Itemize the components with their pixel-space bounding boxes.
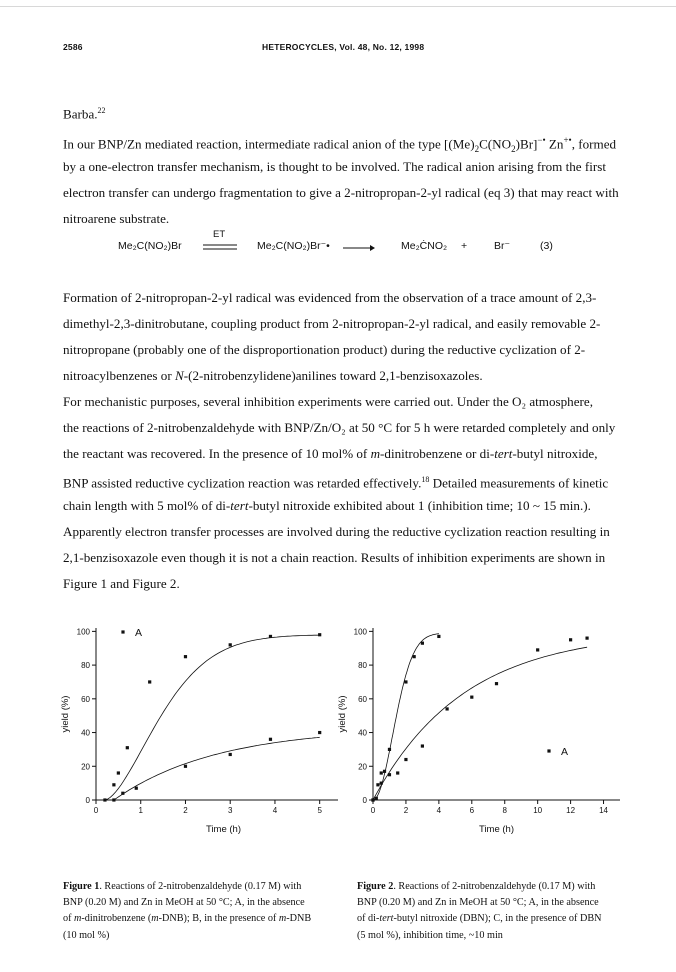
y-tick-label: 20 bbox=[358, 762, 367, 772]
legend-marker-A bbox=[121, 630, 124, 633]
series-B-fit-line bbox=[114, 737, 320, 800]
evidence-line-1: Formation of 2-nitropropan-2-yl radical was evidenced from the observation of a trace amount of 2,3- bbox=[63, 290, 597, 305]
eq-nitropropyl-radical: Me₂ĊNO₂ bbox=[401, 240, 448, 252]
data-point-B bbox=[318, 731, 321, 734]
y-tick-label: 20 bbox=[81, 762, 90, 772]
legend-label-A: A bbox=[135, 627, 143, 639]
y-tick-label: 60 bbox=[358, 694, 367, 704]
data-point-A bbox=[383, 770, 386, 773]
data-point-A bbox=[269, 635, 272, 638]
eq-arrow bbox=[343, 244, 375, 252]
mechanism-line-4: nitroarene substrate. bbox=[63, 211, 170, 226]
eq-bromide: Br⁻ bbox=[494, 240, 511, 252]
legend-label-A: A bbox=[561, 746, 569, 758]
data-point-C bbox=[446, 707, 449, 710]
evidence-line-4: nitroacylbenzenes or N-(2-nitrobenzylidene)anilines toward 2,1-benzisoxazoles. bbox=[63, 368, 483, 383]
data-point-C bbox=[495, 682, 498, 685]
x-tick-label: 1 bbox=[138, 806, 143, 815]
y-tick-label: 0 bbox=[85, 796, 90, 805]
inhibition-line-4: BNP assisted reductive cyclization reaction was retarded effectively.$^{18}$ Detailed measurements of kinetic bbox=[63, 475, 609, 491]
figure-2-label: Figure 2 bbox=[357, 881, 394, 892]
figure-1-label: Figure 1 bbox=[63, 881, 100, 892]
data-point-C bbox=[470, 696, 473, 699]
data-point-B bbox=[135, 787, 138, 790]
barba-text: Barba. bbox=[63, 106, 98, 122]
y-tick-label: 80 bbox=[81, 661, 90, 671]
data-point-C bbox=[585, 637, 588, 640]
y-tick-label: 0 bbox=[362, 796, 367, 805]
inhibition-line-3: the reactant was recovered. In the presence of 10 mol% of m-dinitrobenzene or di-tert-butyl nitroxide, bbox=[63, 446, 598, 461]
page-top-rule bbox=[0, 6, 676, 7]
evidence-line-3: nitropropane (probably one of the disproportionation product) during the reductive cyclization of 2- bbox=[63, 342, 586, 357]
data-point-A bbox=[117, 771, 120, 774]
x-tick-label: 10 bbox=[533, 806, 543, 815]
series-A-fit-line bbox=[373, 634, 439, 800]
inhibition-line-8: Figure 1 and Figure 2. bbox=[63, 576, 180, 591]
inhibition-line-1: For mechanistic purposes, several inhibition experiments were carried out. Under the O₂ atmosphere, bbox=[63, 394, 593, 409]
y-tick-label: 60 bbox=[81, 694, 90, 704]
data-point-A bbox=[413, 655, 416, 658]
mechanism-line-1: In our BNP/Zn mediated reaction, intermediate radical anion of the type $[(Me)_2C(NO_2)Br]^{-•}$ Zn+•, formed bbox=[63, 135, 617, 154]
data-point-C bbox=[388, 773, 391, 776]
y-axis-label: yield (%) bbox=[60, 695, 71, 733]
equation-3 bbox=[0, 231, 676, 261]
y-axis-label: yield (%) bbox=[337, 695, 348, 733]
data-point-B bbox=[112, 798, 115, 801]
data-point-C bbox=[404, 758, 407, 761]
figure-1-chart bbox=[48, 610, 338, 870]
data-point-A bbox=[437, 635, 440, 638]
x-tick-label: 0 bbox=[93, 806, 99, 815]
page-number: 2586 bbox=[63, 42, 83, 52]
running-header: HETEROCYCLES, Vol. 48, No. 12, 1998 bbox=[262, 42, 425, 52]
y-tick-label: 80 bbox=[358, 661, 367, 671]
data-point-A bbox=[404, 680, 407, 683]
data-point-B bbox=[184, 765, 187, 768]
x-tick-label: 4 bbox=[436, 806, 442, 815]
inhibition-line-5: chain length with 5 mol% of di-tert-butyl nitroxide exhibited about 1 (inhibition time; 10 ~ 15 min.). bbox=[63, 498, 591, 513]
legend-marker-A bbox=[547, 749, 550, 752]
eq-plus: + bbox=[461, 240, 468, 252]
x-tick-label: 12 bbox=[566, 806, 576, 815]
eq-equilibrium-arrow bbox=[202, 242, 238, 252]
data-point-A bbox=[184, 655, 187, 658]
y-tick-label: 100 bbox=[76, 627, 90, 637]
data-point-A bbox=[318, 633, 321, 636]
data-point-C bbox=[569, 638, 572, 641]
data-point-C bbox=[536, 648, 539, 651]
data-point-B bbox=[121, 792, 124, 795]
series-A-fit-line bbox=[105, 635, 320, 800]
data-point-A bbox=[112, 783, 115, 786]
eq-number: (3) bbox=[540, 240, 553, 252]
x-tick-label: 2 bbox=[403, 806, 409, 815]
figure-1-caption: Figure 1. Reactions of 2-nitrobenzaldehyde (0.17 M) with BNP (0.20 M) and Zn in MeOH at 50 °C; A, in the absence of m-dinitrobenzene (m-DNB); B, in the presence of m-DNB (10 mol %) bbox=[63, 881, 312, 941]
x-tick-label: 3 bbox=[227, 806, 233, 815]
data-point-A bbox=[229, 643, 232, 646]
x-tick-label: 6 bbox=[469, 806, 475, 815]
series-C-fit-line bbox=[373, 647, 587, 800]
inhibition-line-2: the reactions of 2-nitrobenzaldehyde with BNP/Zn/O₂ at 50 °C for 5 h were retarded completely and only bbox=[63, 420, 616, 435]
data-point-B bbox=[269, 738, 272, 741]
y-tick-label: 40 bbox=[81, 728, 90, 738]
data-point-A bbox=[148, 680, 151, 683]
data-point-A bbox=[376, 783, 379, 786]
x-axis-label: Time (h) bbox=[478, 824, 515, 835]
y-tick-label: 40 bbox=[358, 728, 367, 738]
data-point-A bbox=[126, 746, 129, 749]
data-point-C bbox=[421, 744, 424, 747]
data-point-C bbox=[396, 771, 399, 774]
eq-radical-anion: Me₂C(NO₂)Br⁻• bbox=[257, 240, 330, 252]
mechanism-line-2: by a one-electron transfer mechanism, is thought to be involved. The radical anion arising from the first bbox=[63, 159, 606, 174]
x-axis-label: Time (h) bbox=[205, 824, 242, 835]
paragraph-barba bbox=[63, 98, 643, 127]
data-point-B bbox=[229, 753, 232, 756]
data-point-A bbox=[388, 748, 391, 751]
inhibition-line-6: Apparently electron transfer processes are involved during the reductive cyclization reaction resulting in bbox=[63, 524, 610, 539]
x-tick-label: 2 bbox=[183, 806, 188, 815]
data-point-A bbox=[421, 642, 424, 645]
y-tick-label: 100 bbox=[353, 627, 367, 637]
data-point-C bbox=[371, 798, 374, 801]
data-point-A bbox=[103, 798, 106, 801]
figure-2-caption: Figure 2. Reactions of 2-nitrobenzaldehyde (0.17 M) with BNP (0.20 M) and Zn in MeOH at 50 °C; A, in the absence of di-tert-butyl nitroxide (DBN); C, in the presence of DBN (5 mol %), inhibition time, ~10 min bbox=[357, 881, 602, 941]
data-point-C bbox=[380, 771, 383, 774]
eq-reactant: Me₂C(NO₂)Br bbox=[118, 240, 182, 252]
x-tick-label: 14 bbox=[599, 806, 608, 815]
eq-et-label: ET bbox=[213, 229, 226, 240]
x-tick-label: 4 bbox=[272, 806, 278, 815]
data-point-C bbox=[375, 797, 378, 800]
evidence-line-2: dimethyl-2,3-dinitrobutane, coupling product from 2-nitropropan-2-yl radical, and easily removable 2- bbox=[63, 316, 601, 331]
figure-2-chart bbox=[337, 610, 627, 870]
inhibition-line-7: 2,1-benzisoxazole even though it is not a chain reaction. Results of inhibition experiments are shown in bbox=[63, 550, 606, 565]
x-tick-label: 0 bbox=[370, 806, 376, 815]
ref-22: 22 bbox=[97, 106, 106, 115]
x-tick-label: 8 bbox=[502, 806, 507, 815]
mechanism-line-3: electron transfer can undergo fragmentation to give a 2-nitropropan-2-yl radical (eq 3) that may react with bbox=[63, 185, 619, 200]
x-tick-label: 5 bbox=[317, 806, 322, 815]
